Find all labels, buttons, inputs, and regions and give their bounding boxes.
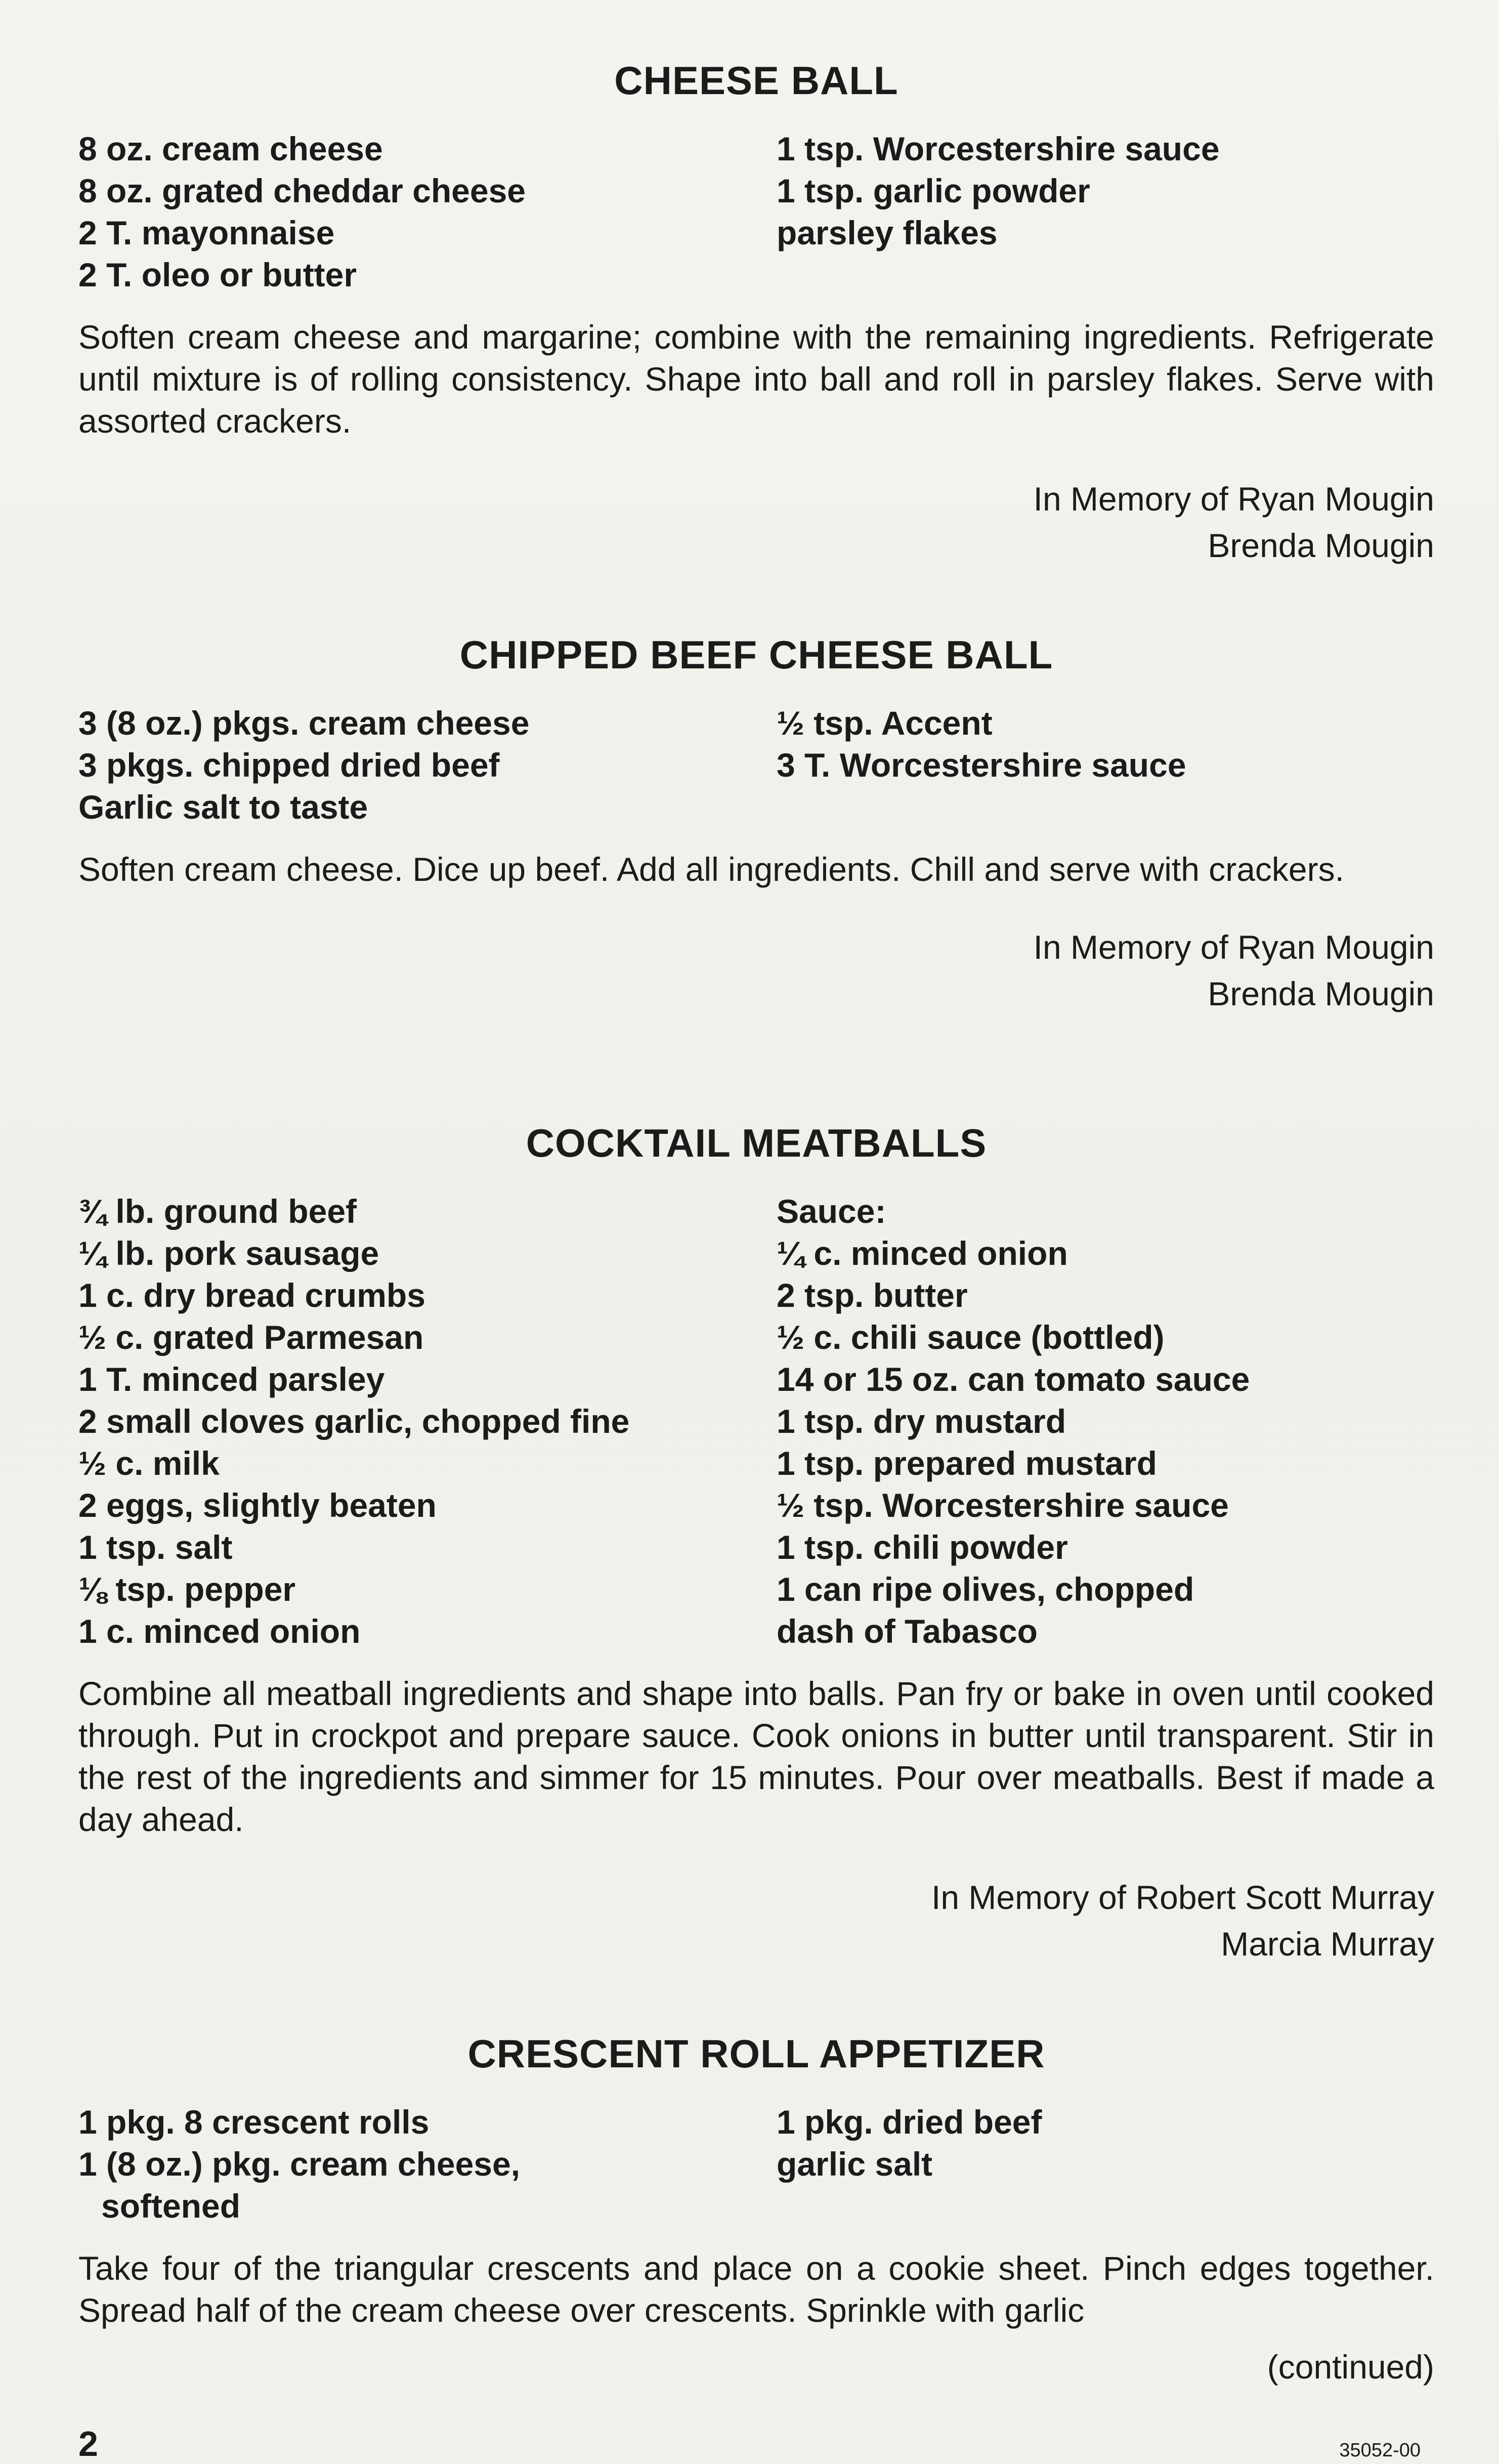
recipe-cheese-ball xyxy=(78,58,1434,569)
recipe-attribution xyxy=(78,476,1434,569)
ingredient: 8 oz. grated cheddar cheese xyxy=(78,172,526,209)
ingredient: ¾ lb. ground beef xyxy=(78,1193,357,1230)
ingredient-column-right xyxy=(777,702,1434,828)
ingredient: 1 pkg. dried beef xyxy=(777,2103,1042,2141)
ingredient: 1 tsp. salt xyxy=(78,1528,233,1566)
ingredient: 1 tsp. garlic powder xyxy=(777,172,1090,209)
ingredient: 3 (8 oz.) pkgs. cream cheese xyxy=(78,704,530,742)
ingredient: 1 tsp. chili powder xyxy=(777,1528,1068,1566)
ingredient: 8 oz. cream cheese xyxy=(78,130,383,167)
recipe-instructions: Soften cream cheese. Dice up beef. Add all ingredients. Chill and serve with crackers. xyxy=(78,851,1344,888)
ingredient-column-left xyxy=(78,702,777,828)
ingredient: 1 pkg. 8 crescent rolls xyxy=(78,2103,430,2141)
ingredient: 2 eggs, slightly beaten xyxy=(78,1486,437,1524)
ingredient: 2 T. oleo or butter xyxy=(78,256,357,293)
ingredient: parsley flakes xyxy=(777,214,998,251)
ingredient: ½ c. milk xyxy=(78,1445,220,1482)
ingredient: 3 T. Worcestershire sauce xyxy=(777,746,1186,784)
recipe-instructions: Soften cream cheese and margarine; combine with the remaining ingredients. Refrigerate until mixture is of rolling consistency. Shape into ball and roll in parsley flakes. Serve with assorted crackers. xyxy=(78,318,1434,440)
memory-line: In Memory of Ryan Mougin xyxy=(1033,480,1434,518)
contributor-name: Brenda Mougin xyxy=(1208,975,1434,1012)
ingredient: ½ tsp. Worcestershire sauce xyxy=(777,1486,1229,1524)
contributor-name: Brenda Mougin xyxy=(1208,527,1434,564)
contributor-name: Marcia Murray xyxy=(1221,1925,1434,1963)
ingredient: garlic salt xyxy=(777,2145,933,2183)
ingredient: 1 tsp. prepared mustard xyxy=(777,1445,1157,1482)
ingredient: 3 pkgs. chipped dried beef xyxy=(78,746,500,784)
ingredient-list xyxy=(78,2101,1434,2227)
recipe-attribution xyxy=(78,1874,1434,1967)
recipe-instructions: Combine all meatball ingredients and shape into balls. Pan fry or bake in oven until cooked through. Put in crockpot and prepare sauce. Cook onions in butter until transparent. Stir in the rest of the ingredients and simmer for 15 minutes. Pour over meatballs. Best if made a day ahead. xyxy=(78,1675,1434,1838)
recipe-cocktail-meatballs xyxy=(78,1123,1434,1967)
ingredient: softened xyxy=(101,2187,241,2225)
ingredient: 1 can ripe olives, chopped xyxy=(777,1570,1194,1608)
memory-line: In Memory of Ryan Mougin xyxy=(1033,928,1434,966)
ingredient: 14 or 15 oz. can tomato sauce xyxy=(777,1361,1250,1398)
ingredient-column-left xyxy=(78,1191,777,1652)
ingredient: 1 c. dry bread crumbs xyxy=(78,1277,425,1314)
ingredient: 1 tsp. dry mustard xyxy=(777,1403,1066,1440)
ingredient-list xyxy=(78,1191,1434,1652)
continued-label: (continued) xyxy=(1267,2348,1434,2386)
ingredient: 1 T. minced parsley xyxy=(78,1361,385,1398)
ingredient-column-right xyxy=(777,1191,1434,1652)
ingredient-column-left xyxy=(78,2101,777,2227)
recipe-title: COCKTAIL MEATBALLS xyxy=(526,1121,987,1165)
ingredient-column-right xyxy=(777,2101,1434,2227)
ingredient: dash of Tabasco xyxy=(777,1612,1038,1650)
ingredient: 1 tsp. Worcestershire sauce xyxy=(777,130,1220,167)
recipe-title: CHEESE BALL xyxy=(614,58,898,103)
ingredient: ¼ lb. pork sausage xyxy=(78,1235,379,1272)
ingredient: 2 small cloves garlic, chopped fine xyxy=(78,1403,630,1440)
recipe-title: CRESCENT ROLL APPETIZER xyxy=(467,2031,1045,2076)
ingredient: 1 (8 oz.) pkg. cream cheese, xyxy=(78,2145,521,2183)
ingredient: 2 tsp. butter xyxy=(777,1277,968,1314)
ingredient-list xyxy=(78,702,1434,828)
ingredient: ⅛ tsp. pepper xyxy=(78,1570,296,1608)
page-number: 2 xyxy=(78,2424,98,2463)
ingredient: ½ tsp. Accent xyxy=(777,704,993,742)
ingredient: ¼ c. minced onion xyxy=(777,1235,1068,1272)
ingredient-list xyxy=(78,128,1434,296)
ingredient: 2 T. mayonnaise xyxy=(78,214,335,251)
recipe-attribution xyxy=(78,924,1434,1017)
ingredient: Garlic salt to taste xyxy=(78,788,368,826)
sauce-heading: Sauce: xyxy=(777,1193,886,1230)
recipe-chipped-beef-cheese-ball xyxy=(78,632,1434,1017)
ingredient: ½ c. grated Parmesan xyxy=(78,1319,424,1356)
ingredient-column-left xyxy=(78,128,777,296)
recipe-title: CHIPPED BEEF CHEESE BALL xyxy=(459,632,1053,677)
recipe-instructions: Take four of the triangular crescents and place on a cookie sheet. Pinch edges together. Spread half of the cream cheese over crescents. Sprinkle with garlic xyxy=(78,2249,1434,2329)
recipe-crescent-roll-appetizer xyxy=(78,2031,1434,2365)
memory-line: In Memory of Robert Scott Murray xyxy=(931,1879,1434,1916)
ingredient-column-right xyxy=(777,128,1434,296)
ingredient: 1 c. minced onion xyxy=(78,1612,361,1650)
ingredient: ½ c. chili sauce (bottled) xyxy=(777,1319,1165,1356)
document-code: 35052-00 xyxy=(1339,2440,1421,2461)
